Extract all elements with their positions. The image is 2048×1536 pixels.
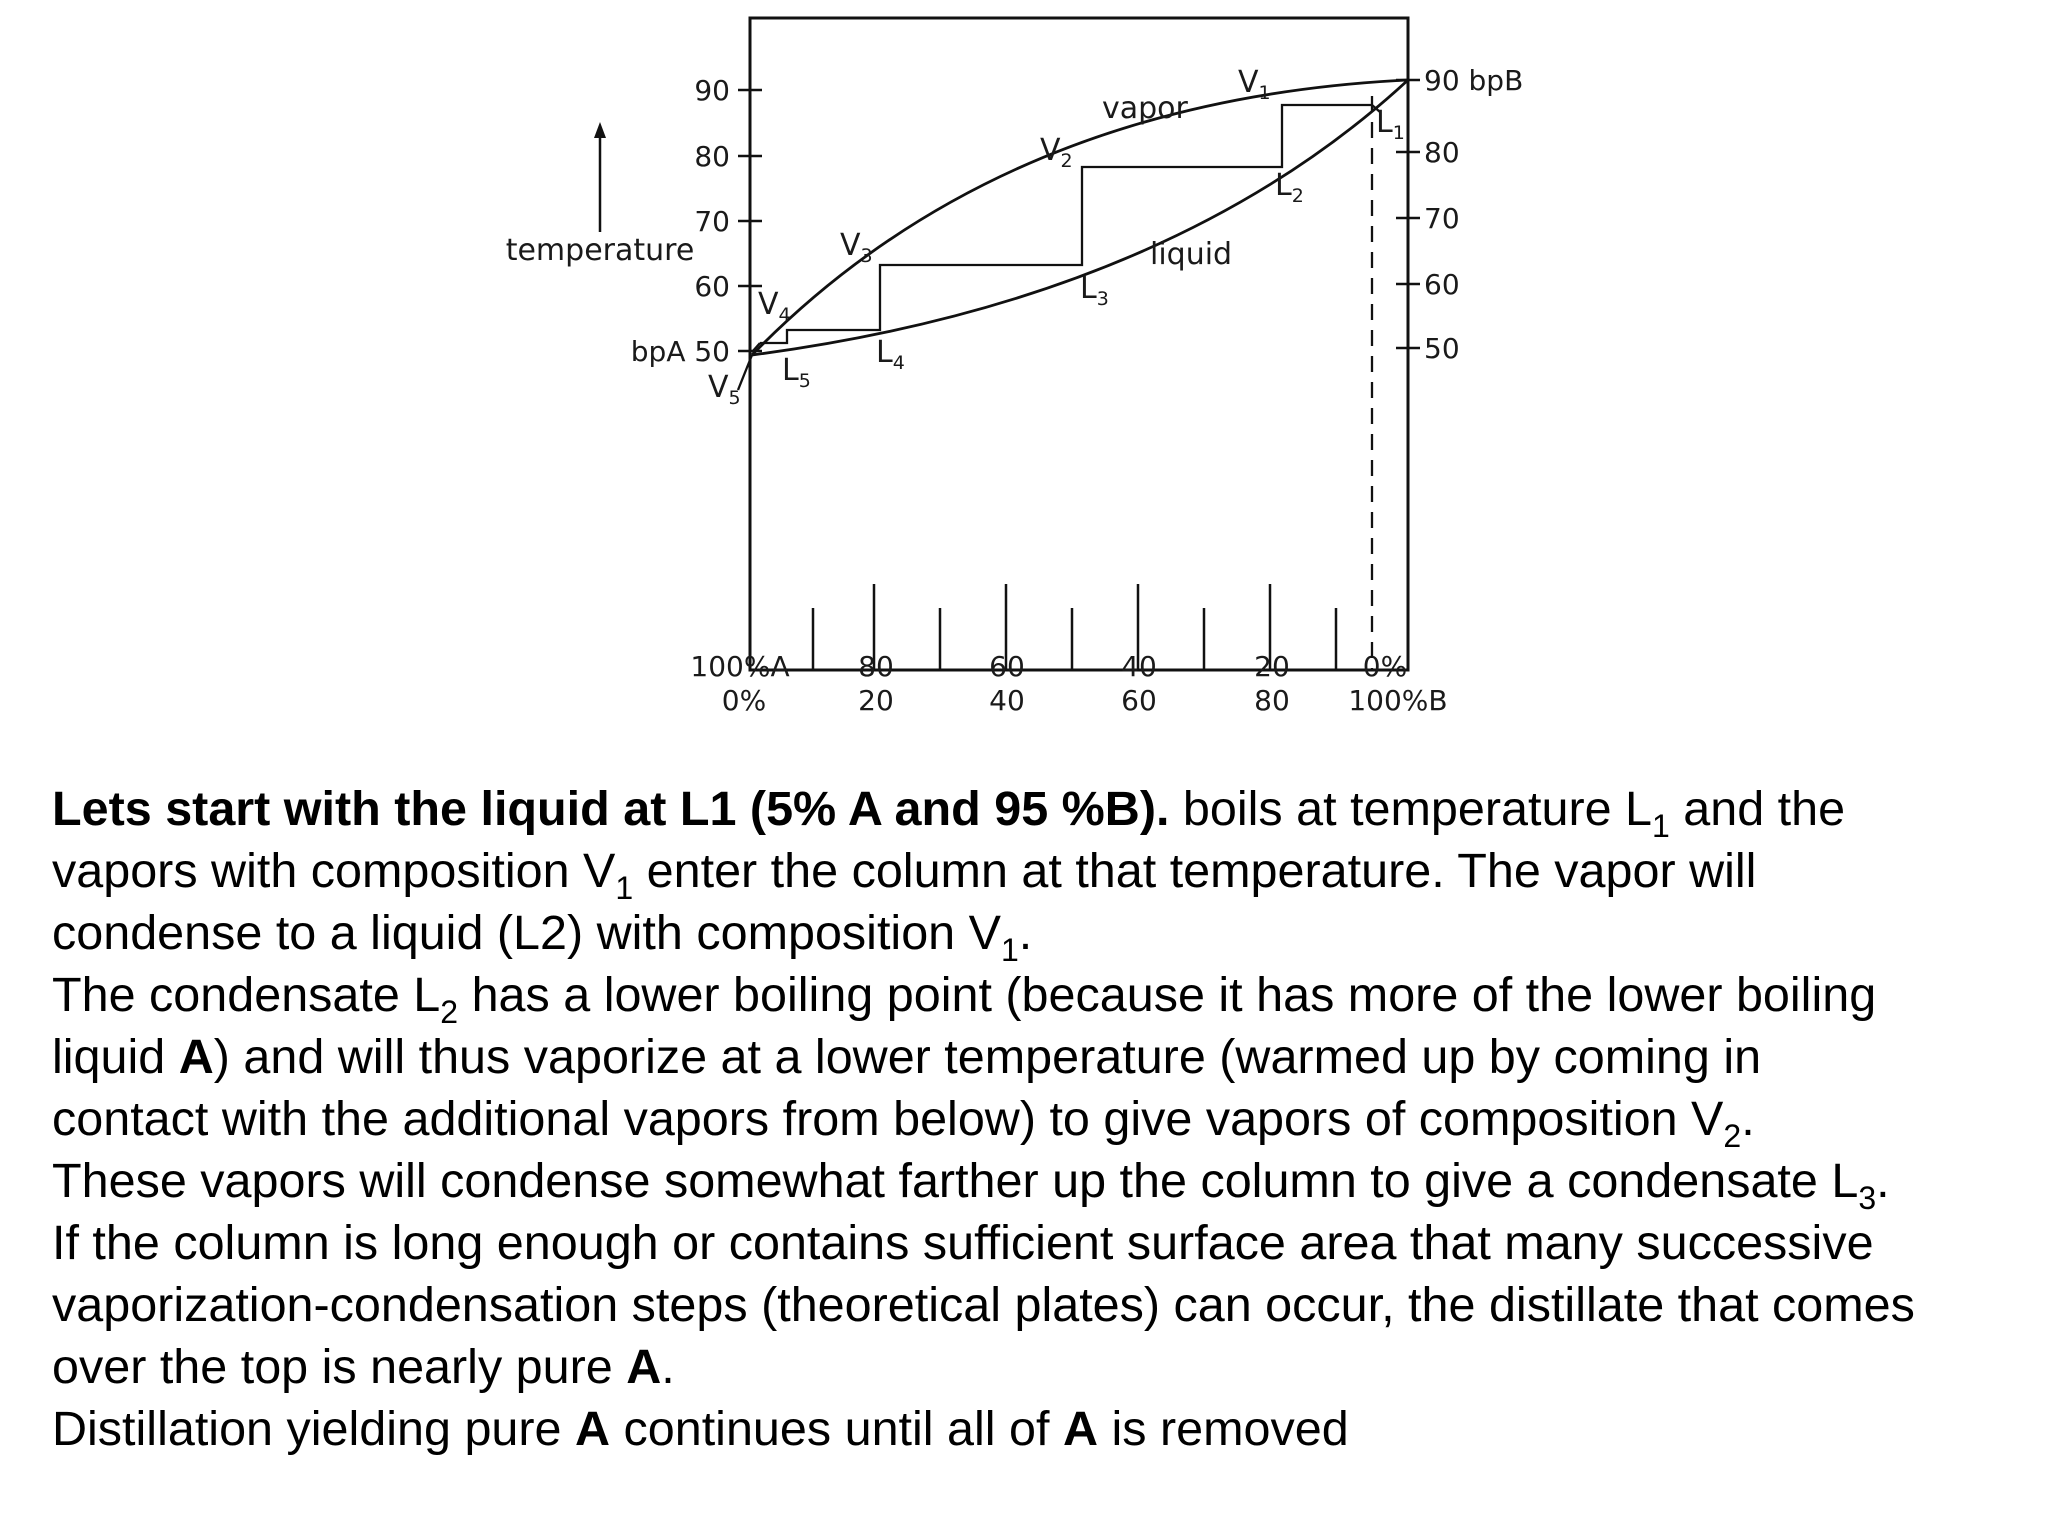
temperature-arrow <box>594 122 606 232</box>
left-tick-labels <box>631 74 730 368</box>
text-run: . <box>661 1340 675 1394</box>
vapor-region-label: vapor <box>1102 91 1188 126</box>
subscript: 3 <box>1858 1180 1877 1216</box>
text-run: condense to a liquid (L2) with composition V <box>52 906 1001 960</box>
bottom-tick-label-bottom: 0% <box>721 684 767 717</box>
right-tick-labels <box>1424 64 1523 365</box>
bold-text: A <box>1062 1402 1098 1456</box>
text-line <box>52 840 2032 906</box>
left-tick-label: 70 <box>694 205 730 238</box>
bottom-tick-label-top: 20 <box>1254 650 1290 683</box>
left-tick-label: 80 <box>694 140 730 173</box>
bottom-tick-label-bottom: 100%B <box>1348 684 1448 717</box>
text-run: vapors with composition V <box>52 844 616 898</box>
text-line <box>52 964 2032 1030</box>
left-tick-label: 60 <box>694 270 730 303</box>
bottom-tick-label-bottom: 60 <box>1121 684 1157 717</box>
text-run: ) and will thus vaporize at a lower temperature (warmed up by coming in <box>213 1030 1762 1084</box>
text-line <box>52 1150 2032 1216</box>
text-run: and the <box>1669 782 1846 836</box>
bottom-tick-label-top: 40 <box>1121 650 1157 683</box>
bottom-tick-label-bottom: 20 <box>858 684 894 717</box>
right-tick-label: 80 <box>1424 136 1460 169</box>
point-label-l3: $L_3$ <box>1080 271 1109 310</box>
point-label-l4: $L_4$ <box>876 335 905 374</box>
explanation-text <box>52 778 2032 1460</box>
subscript: 1 <box>615 870 634 906</box>
text-run: The condensate L <box>52 968 441 1022</box>
phase-diagram <box>0 0 2048 760</box>
left-tick-label: bpA 50 <box>630 335 730 368</box>
text-run: continues until all of <box>610 1402 1063 1456</box>
subscript: 2 <box>440 994 459 1030</box>
vapor-curve <box>752 80 1408 355</box>
right-tick-label: 70 <box>1424 202 1460 235</box>
point-label-l2: $L_2$ <box>1275 168 1304 207</box>
liquid-curve <box>752 80 1408 355</box>
text-line <box>52 778 2032 844</box>
bold-text: Lets start with the liquid at L1 (5% A and 95 %B). <box>52 782 1170 836</box>
text-line <box>52 902 2032 968</box>
text-run: These vapors will condense somewhat farther up the column to give a condensate L <box>52 1154 1859 1208</box>
subscript: 2 <box>1723 1118 1742 1154</box>
bottom-tick-label-top: 60 <box>989 650 1025 683</box>
text-run: has a lower boiling point (because it has more of the lower boiling <box>458 968 1877 1022</box>
point-label-v4: $V_4$ <box>758 287 791 326</box>
bottom-tick-label-bottom: 80 <box>1254 684 1290 717</box>
bottom-tick-labels <box>690 650 1447 717</box>
y-axis-label: temperature <box>505 233 695 268</box>
text-line <box>52 1026 2032 1088</box>
text-run: enter the column at that temperature. The vapor will <box>633 844 1757 898</box>
subscript: 1 <box>1000 932 1019 968</box>
text-run: . <box>1018 906 1033 960</box>
point-label-v3: $V_3$ <box>840 228 873 267</box>
text-run: . <box>1876 1154 1890 1208</box>
plot-frame <box>750 18 1408 670</box>
bottom-tick-label-top: 80 <box>858 650 894 683</box>
text-line <box>52 1088 2032 1154</box>
text-run: contact with the additional vapors from below) to give vapors of composition V <box>52 1092 1724 1146</box>
text-line: If the column is long enough or contains sufficient surface area that many successive <box>52 1216 1874 1270</box>
bottom-tick-label-bottom: 40 <box>989 684 1025 717</box>
subscript: 1 <box>1652 808 1670 844</box>
bottom-tick-label-top: 0% <box>1362 650 1408 683</box>
text-run: over the top is nearly pure <box>52 1340 627 1394</box>
text-run: . <box>1741 1092 1755 1146</box>
liquid-region-label: liquid <box>1150 237 1233 272</box>
text-run: Distillation yielding pure <box>52 1402 575 1456</box>
text-run: boils at temperature L <box>1169 782 1653 836</box>
right-tick-label: 50 <box>1424 332 1460 365</box>
bold-text: A <box>178 1030 214 1084</box>
left-tick-label: 90 <box>694 74 730 107</box>
text-line <box>52 1398 2032 1460</box>
point-label-l5: $L_5$ <box>782 353 811 392</box>
text-run: liquid <box>52 1030 179 1084</box>
point-label-v1: $V_1$ <box>1238 65 1271 104</box>
text-line: vaporization-condensation steps (theoretical plates) can occur, the distillate that comes <box>52 1278 1915 1332</box>
text-run: is removed <box>1098 1402 1349 1456</box>
bottom-tick-label-top: 100%A <box>690 650 790 683</box>
point-label-l1: $L_1$ <box>1376 105 1405 144</box>
point-label-v2: $V_2$ <box>1040 133 1073 172</box>
text-line <box>52 1336 2032 1398</box>
bold-text: A <box>575 1402 611 1456</box>
right-tick-label: 60 <box>1424 268 1460 301</box>
right-tick-label: 90 bpB <box>1424 64 1524 97</box>
bold-text: A <box>626 1340 662 1394</box>
point-label-v5: $V_5$ <box>708 370 741 409</box>
